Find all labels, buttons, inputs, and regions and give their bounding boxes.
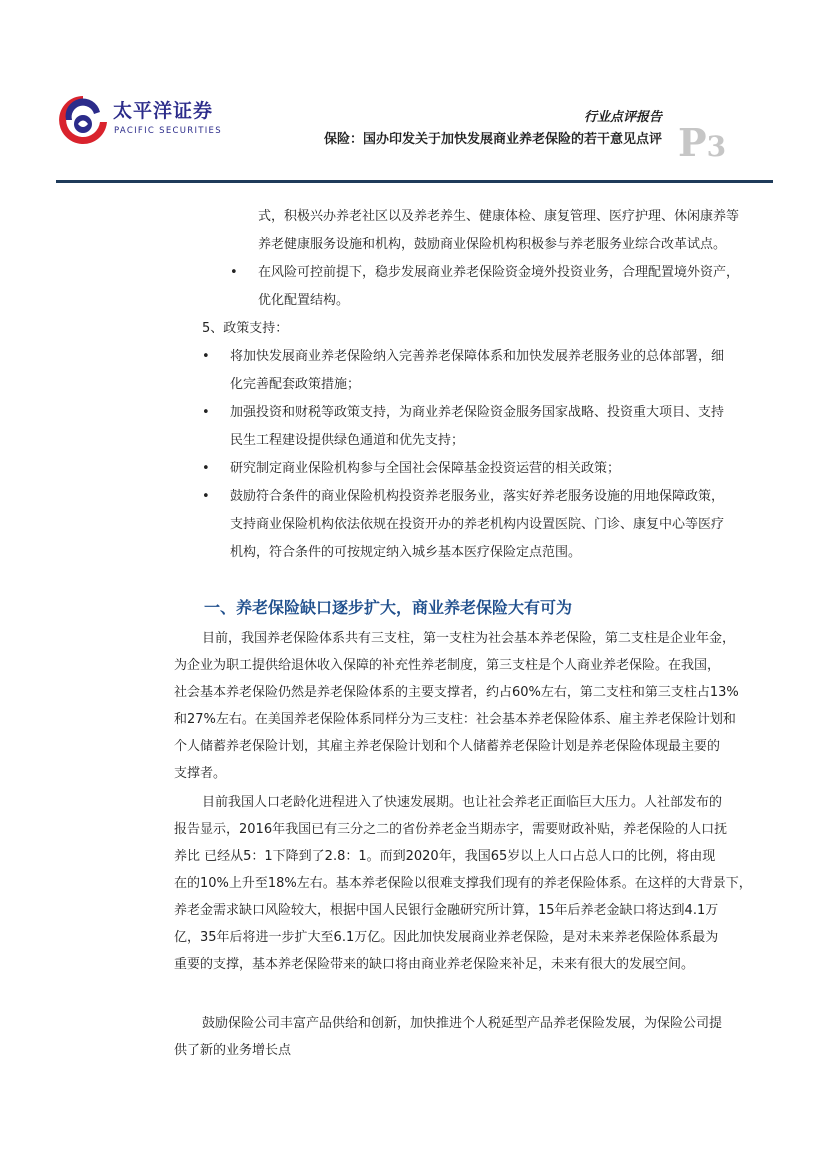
text-line: 鼓励符合条件的商业保险机构投资养老服务业，落实好养老服务设施的用地保障政策， (230, 489, 725, 504)
header-divider (56, 180, 773, 183)
text-line: 优化配置结构。 (258, 293, 350, 308)
bullet-icon: • (202, 489, 210, 504)
text-line: 鼓励保险公司丰富产品供给和创新，加快推进个人税延型产品养老保险发展，为保险公司提 (202, 1016, 723, 1031)
text-line: 重要的支撑，基本养老保险带来的缺口将由商业养老保险来补足，未来有很大的发展空间。 (174, 957, 695, 972)
page-number (678, 120, 726, 165)
text-line: 为企业为职工提供给退休收入保障的补充性养老制度，第三支柱是个人商业养老保险。在我国， (174, 658, 721, 673)
text-line: 在的10%上升至18%左右。基本养老保险以很难支撑我们现有的养老保险体系。在这样的大背景下， (174, 876, 752, 891)
text-line: 将加快发展商业养老保险纳入完善养老保障体系和加快发展养老服务业的总体部署，细 (230, 349, 725, 364)
logo-english-text: PACIFIC SECURITIES (114, 126, 222, 136)
text-line: 机构，符合条件的可按规定纳入城乡基本医疗保险定点范围。 (230, 545, 582, 560)
page-header (0, 0, 827, 190)
bullet-icon: • (202, 349, 210, 364)
report-type: 行业点评报告 (583, 110, 662, 125)
page-prefix: P (678, 120, 707, 165)
text-line: 研究制定商业保险机构参与全国社会保障基金投资运营的相关政策； (230, 461, 621, 476)
text-line: 支撑者。 (174, 766, 227, 781)
text-line: 在风险可控前提下，稳步发展商业养老保险资金境外投资业务，合理配置境外资产， (258, 265, 740, 280)
bullet-icon: • (202, 461, 210, 476)
text-line: 式，积极兴办养老社区以及养老养生、健康体检、康复管理、医疗护理、休闲康养等 (258, 209, 740, 224)
logo-chinese-text: 太平洋证券 (113, 100, 214, 122)
text-line: 养比 已经从5：1下降到了2.8：1。而到2020年，我国65岁以上人口占总人口的比例，将由现 (174, 849, 716, 864)
text-line: 报告显示，2016年我国已有三分之二的省份养老金当期赤字，需要财政补贴，养老保险的人口抚 (174, 822, 728, 837)
text-line: 亿，35年后将进一步扩大至6.1万亿。因此加快发展商业养老保险，是对未来养老保险体系最为 (174, 930, 719, 945)
report-title: 保险：国办印发关于加快发展商业养老保险的若干意见点评 (323, 132, 662, 147)
text-line: 养老健康服务设施和机构，鼓励商业保险机构积极参与养老服务业综合改革试点。 (258, 237, 727, 252)
section-heading: 一、养老保险缺口逐步扩大，商业养老保险大有可为 (204, 598, 573, 617)
text-line: 养老金需求缺口风险较大，根据中国人民银行金融研究所计算，15年后养老金缺口将达到4.1万 (174, 903, 719, 918)
text-line: 加强投资和财税等政策支持，为商业养老保险资金服务国家战略、投资重大项目、支持 (230, 405, 725, 420)
bullet-icon: • (202, 405, 210, 420)
bullet-icon: • (230, 265, 238, 280)
text-line: 目前，我国养老保险体系共有三支柱，第一支柱为社会基本养老保险，第二支柱是企业年金， (202, 631, 736, 646)
text-line: 目前我国人口老龄化进程进入了快速发展期。也让社会养老正面临巨大压力。人社部发布的 (202, 795, 723, 810)
text-line: 支持商业保险机构依法依规在投资开办的养老机构内设置医院、门诊、康复中心等医疗 (230, 517, 725, 532)
text-line: 化完善配套政策措施； (230, 377, 361, 392)
policy-label: 5、政策支持： (202, 321, 289, 336)
text-line: 个人储蓄养老保险计划，其雇主养老保险计划和个人储蓄养老保险计划是养老保险体现最主要的 (174, 739, 721, 754)
text-line: 社会基本养老保险仍然是养老保险体系的主要支撑者，约占60%左右，第二支柱和第三支柱占13% (174, 685, 739, 700)
company-logo (56, 92, 226, 148)
text-line: 供了新的业务增长点 (174, 1043, 292, 1058)
text-line: 和27%左右。在美国养老保险体系同样分为三支柱：社会基本养老保险体系、雇主养老保险计划和 (174, 712, 736, 727)
page-number-digit: 3 (706, 130, 727, 163)
logo-mark-icon (56, 92, 110, 148)
text-line: 民生工程建设提供绿色通道和优先支持； (230, 433, 465, 448)
